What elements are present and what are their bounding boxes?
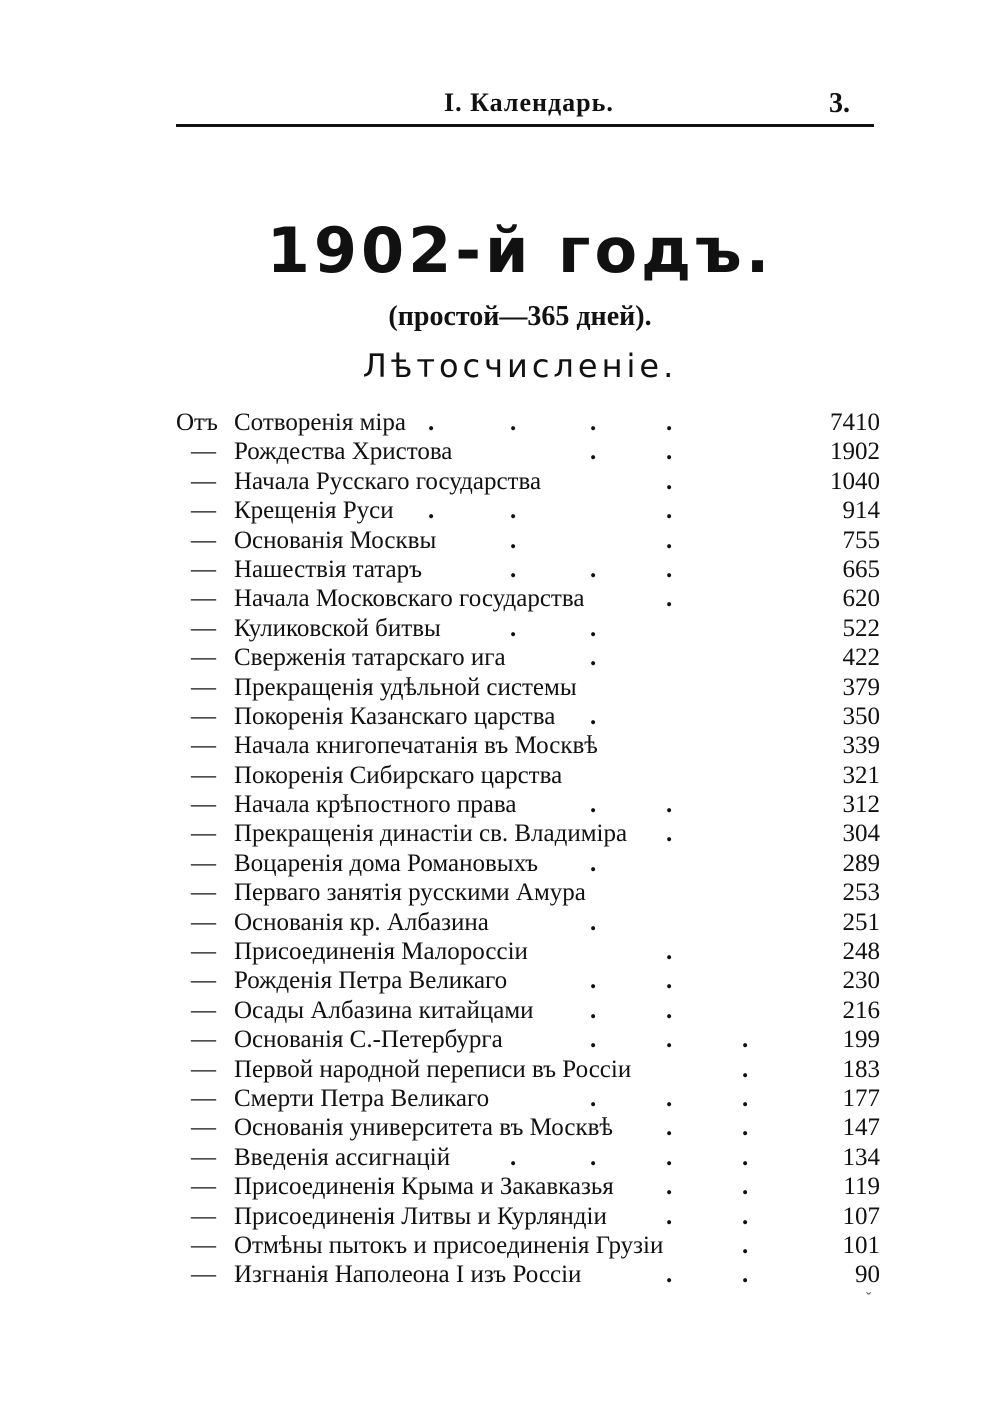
leader-dot: .: [666, 438, 673, 466]
row-prefix: —: [191, 1143, 216, 1171]
leader-dot: .: [428, 497, 435, 525]
event-label: Начала Русскаго государства: [234, 467, 542, 495]
leader-dot: .: [590, 644, 597, 672]
years-value: 183: [842, 1055, 880, 1083]
leader-dot: .: [666, 1202, 673, 1230]
chronology-list: [176, 408, 880, 1290]
years-value: 379: [842, 673, 880, 701]
years-value: 304: [842, 820, 880, 848]
event-label: Прекращенія династіи св. Владиміра: [234, 820, 628, 848]
row-prefix: —: [191, 908, 216, 936]
event-label: Отмѣны пытокъ и присоединенія Грузіи: [234, 1231, 664, 1259]
years-value: 147: [842, 1114, 880, 1142]
page-title: 1902-й годъ.: [266, 214, 774, 287]
chronology-row: [176, 673, 880, 702]
years-value: 1902: [830, 438, 880, 466]
row-prefix: Отъ: [176, 409, 218, 436]
years-value: 119: [843, 1173, 880, 1201]
event-label: Куликовской битвы: [234, 614, 441, 642]
event-label: Изгнанія Наполеона I изъ Россіи: [234, 1261, 582, 1289]
leader-dot: .: [428, 409, 435, 436]
row-prefix: —: [191, 1202, 216, 1230]
row-prefix: —: [191, 614, 216, 642]
event-label: Основанія кр. Албазина: [234, 908, 489, 936]
chronology-row: [176, 1143, 880, 1172]
chronology-row: [176, 1055, 880, 1084]
leader-dot: .: [510, 497, 517, 525]
event-label: Покоренія Казанскаго царства: [234, 702, 556, 730]
leader-dot: .: [666, 467, 673, 495]
years-value: 289: [842, 849, 880, 877]
leader-dot: .: [510, 614, 517, 642]
chronology-row: [176, 996, 880, 1025]
row-prefix: —: [191, 702, 216, 730]
event-label: Начала книгопечатанія въ Москвѣ: [234, 732, 598, 760]
event-label: Сотворенія міра: [234, 409, 406, 436]
leader-dot: .: [666, 791, 673, 819]
leader-dot: .: [590, 614, 597, 642]
leader-dot: .: [666, 820, 673, 848]
event-label: Основанія С.-Петербурга: [234, 1026, 503, 1054]
chronology-row: [176, 878, 880, 907]
chronology-row: [176, 1172, 880, 1201]
event-label: Сверженія татарскаго ига: [234, 644, 506, 672]
event-label: Присоединенія Малороссіи: [234, 938, 528, 966]
leader-dot: .: [510, 526, 517, 554]
event-label: Введенія ассигнацій: [234, 1143, 451, 1171]
leader-dot: .: [510, 1143, 517, 1171]
leader-dot: .: [666, 555, 673, 583]
event-label: Воцаренія дома Романовыхъ: [234, 849, 539, 877]
chronology-row: [176, 819, 880, 848]
row-prefix: —: [191, 820, 216, 848]
row-prefix: —: [191, 673, 216, 701]
chronology-row: [176, 731, 880, 760]
chronology-row: [176, 937, 880, 966]
row-prefix: —: [191, 585, 216, 613]
years-value: 422: [842, 644, 880, 672]
leader-dot: .: [666, 1026, 673, 1054]
row-prefix: —: [191, 967, 216, 995]
leader-dot: .: [590, 555, 597, 583]
row-prefix: —: [191, 438, 216, 466]
event-label: Основанія Москвы: [234, 526, 437, 554]
chronology-row: [176, 408, 880, 437]
years-value: 350: [842, 702, 880, 730]
row-prefix: —: [191, 1084, 216, 1112]
chronology-row: [176, 1260, 880, 1289]
row-prefix: —: [191, 1026, 216, 1054]
leader-dot: .: [590, 409, 597, 436]
row-prefix: —: [191, 555, 216, 583]
leader-dot: .: [742, 1231, 749, 1259]
event-label: Покоренія Сибирскаго царства: [234, 761, 563, 789]
event-label: Рожденія Петра Великаго: [234, 967, 508, 995]
leader-dot: .: [590, 1084, 597, 1112]
leader-dot: .: [666, 1173, 673, 1201]
section-title: Лѣтосчисленіе.: [362, 347, 678, 385]
years-value: 134: [842, 1143, 880, 1171]
years-value: 199: [842, 1026, 880, 1054]
row-prefix: —: [191, 1055, 216, 1083]
row-prefix: —: [191, 791, 216, 819]
event-label: Прекращенія удѣльной системы: [234, 673, 577, 701]
event-label: Нашествія татаръ: [234, 555, 423, 583]
page-subtitle: (простой—365 дней).: [388, 301, 652, 332]
years-value: 339: [842, 732, 880, 760]
event-label: Перваго занятія русскими Амура: [234, 879, 586, 907]
leader-dot: .: [590, 791, 597, 819]
chronology-row: [176, 908, 880, 937]
event-label: Осады Албазина китайцами: [234, 996, 534, 1024]
leader-dot: .: [742, 1114, 749, 1142]
leader-dot: .: [590, 702, 597, 730]
leader-dot: .: [742, 1026, 749, 1054]
chronology-row: [176, 467, 880, 496]
row-prefix: —: [191, 732, 216, 760]
event-label: Первой народной переписи въ Россіи: [234, 1055, 632, 1083]
event-label: Крещенія Руси: [234, 497, 394, 525]
years-value: 620: [842, 585, 880, 613]
row-prefix: —: [191, 1114, 216, 1142]
years-value: 321: [842, 761, 880, 789]
years-value: 522: [842, 614, 880, 642]
row-prefix: —: [191, 1173, 216, 1201]
row-prefix: —: [191, 644, 216, 672]
leader-dot: .: [666, 938, 673, 966]
chronology-row: [176, 555, 880, 584]
chronology-row: [176, 966, 880, 995]
row-prefix: —: [191, 526, 216, 554]
chronology-row: [176, 643, 880, 672]
years-value: 312: [842, 791, 880, 819]
chronology-row: [176, 849, 880, 878]
leader-dot: .: [510, 409, 517, 436]
years-value: 914: [842, 497, 880, 525]
row-prefix: —: [191, 497, 216, 525]
leader-dot: .: [666, 1114, 673, 1142]
chronology-row: [176, 584, 880, 613]
years-value: 216: [842, 996, 880, 1024]
leader-dot: .: [666, 1261, 673, 1289]
chronology-row: [176, 614, 880, 643]
event-label: Начала Московскаго государства: [234, 585, 585, 613]
chronology-row: [176, 702, 880, 731]
row-prefix: —: [191, 761, 216, 789]
event-label: Присоединенія Крыма и Закавказья: [234, 1173, 614, 1201]
leader-dot: .: [666, 1084, 673, 1112]
row-prefix: —: [191, 467, 216, 495]
years-value: 7410: [830, 409, 880, 436]
leader-dot: .: [742, 1261, 749, 1289]
event-label: Смерти Петра Великаго: [234, 1084, 490, 1112]
leader-dot: .: [590, 438, 597, 466]
leader-dot: .: [590, 967, 597, 995]
row-prefix: —: [191, 938, 216, 966]
leader-dot: .: [590, 1026, 597, 1054]
chronology-row: [176, 1231, 880, 1260]
leader-dot: .: [666, 967, 673, 995]
row-prefix: —: [191, 1261, 216, 1289]
running-head: [176, 84, 874, 122]
leader-dot: .: [742, 1055, 749, 1083]
leader-dot: .: [666, 996, 673, 1024]
leader-dot: .: [666, 409, 673, 436]
print-mark: ˇ: [866, 1290, 872, 1307]
leader-dot: .: [590, 849, 597, 877]
event-label: Рождества Христова: [234, 438, 453, 466]
chronology-row: [176, 1113, 880, 1142]
leader-dot: .: [590, 908, 597, 936]
row-prefix: —: [191, 996, 216, 1024]
years-value: 177: [842, 1084, 880, 1112]
leader-dot: .: [510, 555, 517, 583]
chronology-row: [176, 1202, 880, 1231]
chronology-row: [176, 526, 880, 555]
years-value: 665: [842, 555, 880, 583]
running-title: I. Календарь.: [444, 88, 614, 117]
event-label: Присоединенія Литвы и Курляндіи: [234, 1202, 607, 1230]
years-value: 253: [842, 879, 880, 907]
leader-dot: .: [742, 1202, 749, 1230]
chronology-row: [176, 1084, 880, 1113]
leader-dot: .: [742, 1143, 749, 1171]
row-prefix: —: [191, 879, 216, 907]
row-prefix: —: [191, 849, 216, 877]
years-value: 251: [842, 908, 880, 936]
chronology-row: [176, 496, 880, 525]
years-value: 1040: [830, 467, 880, 495]
chronology-row: [176, 761, 880, 790]
years-value: 230: [842, 967, 880, 995]
chronology-row: [176, 1025, 880, 1054]
leader-dot: .: [666, 526, 673, 554]
years-value: 90: [855, 1261, 880, 1289]
leader-dot: .: [590, 996, 597, 1024]
event-label: Основанія университета въ Москвѣ: [234, 1114, 613, 1142]
row-prefix: —: [191, 1231, 216, 1259]
event-label: Начала крѣпостного права: [234, 791, 517, 819]
leader-dot: .: [666, 497, 673, 525]
years-value: 107: [842, 1202, 880, 1230]
years-value: 101: [842, 1231, 880, 1259]
header-rule: [176, 124, 874, 127]
leader-dot: .: [742, 1173, 749, 1201]
page-number: 3.: [829, 88, 850, 119]
chronology-row: [176, 437, 880, 466]
leader-dot: .: [742, 1084, 749, 1112]
leader-dot: .: [666, 1143, 673, 1171]
years-value: 248: [842, 938, 880, 966]
years-value: 755: [842, 526, 880, 554]
leader-dot: .: [666, 585, 673, 613]
leader-dot: .: [590, 1143, 597, 1171]
chronology-row: [176, 790, 880, 819]
